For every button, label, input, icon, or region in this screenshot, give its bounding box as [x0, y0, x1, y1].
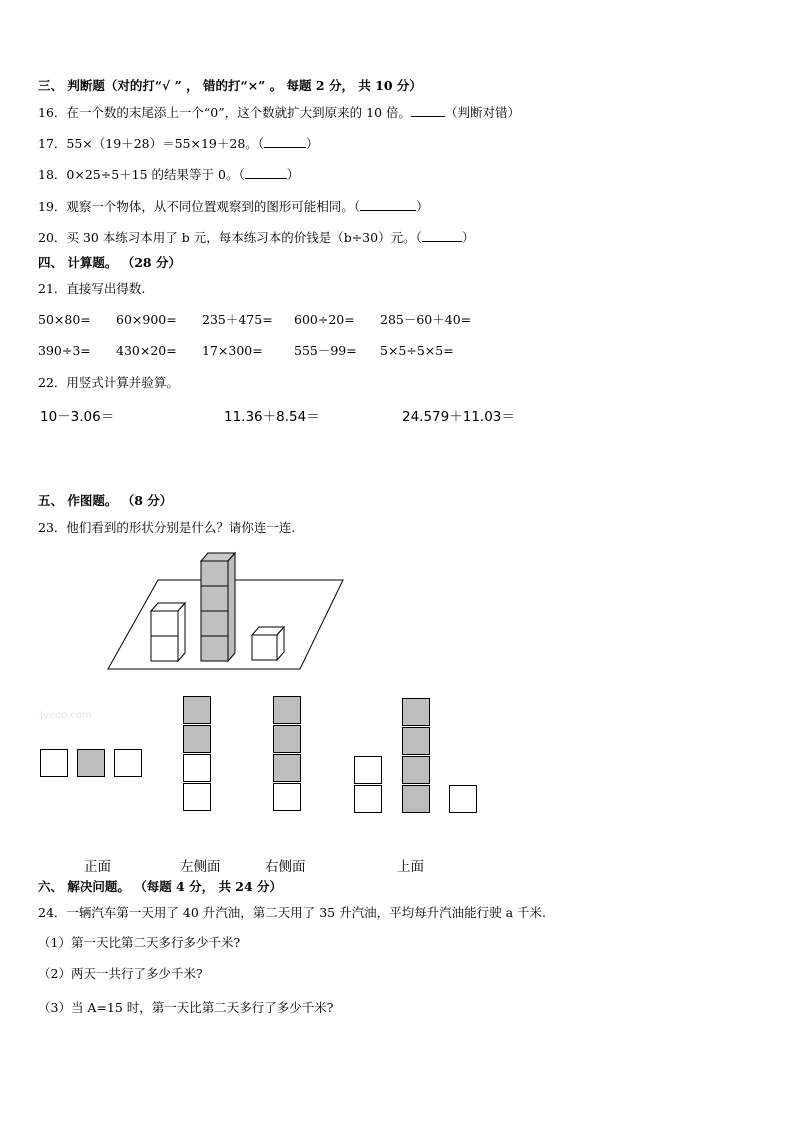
mental-math-item: 600÷20= [294, 312, 355, 327]
mental-math-item: 555－99= [294, 343, 357, 358]
question-24-part-1: （1）第一天比第二天多行多少千米? [38, 935, 241, 950]
question-19-text: 19．观察一个物体，从不同位置观察到的图形可能相同。（ [38, 199, 361, 214]
view-square-gray [273, 725, 301, 753]
mental-math-item: 60×900= [116, 312, 177, 327]
vertical-calc-2: 11.36＋8.54＝ [224, 409, 320, 425]
section5-title: 五、 作图题。 （8 分） [38, 493, 173, 508]
view-square [273, 783, 301, 811]
question-16-end: （判断对错） [445, 105, 521, 120]
view-square-gray [77, 749, 105, 777]
view-square [114, 749, 142, 777]
answer-blank-16[interactable] [411, 104, 445, 117]
paren-close: ） [416, 199, 429, 214]
paren-close: ） [286, 167, 300, 182]
question-22: 22．用竖式计算并验算。 [38, 375, 179, 390]
mental-math-item: 17×300= [202, 343, 263, 358]
view-square [449, 785, 477, 813]
mental-math-item: 285－60＋40= [380, 312, 472, 327]
view-square-gray [402, 785, 430, 813]
question-24-part-2: （2）两天一共行了多少千米? [38, 966, 203, 981]
answer-blank-17[interactable] [264, 135, 306, 148]
question-17 [38, 135, 319, 152]
view-square [40, 749, 68, 777]
label-left-side: 左侧面 [180, 859, 221, 875]
view-square-gray [273, 696, 301, 724]
view-square [183, 783, 211, 811]
view-square-gray [402, 756, 430, 784]
mental-math-item: 390÷3= [38, 343, 91, 358]
single-cube [252, 627, 284, 660]
answer-blank-20[interactable] [422, 229, 462, 242]
paren-close: ） [461, 230, 475, 245]
label-front: 正面 [84, 859, 111, 875]
mental-math-item: 5×5÷5×5= [380, 343, 454, 358]
answer-blank-18[interactable] [245, 166, 287, 179]
view-square-gray [402, 698, 430, 726]
answer-blank-19[interactable] [360, 198, 416, 211]
view-square-gray [273, 754, 301, 782]
left-stack [151, 603, 185, 661]
label-right-side: 右侧面 [265, 859, 306, 875]
view-square-gray [183, 696, 211, 724]
section6-title: 六、 解决问题。 （每题 4 分， 共 24 分） [38, 879, 283, 894]
view-square-gray [183, 725, 211, 753]
label-top: 上面 [397, 859, 424, 875]
view-square-gray [402, 727, 430, 755]
watermark: Jyeoo.com [40, 710, 92, 721]
question-18-text: 18．0×25÷5＋15 的结果等于 0。（ [38, 167, 245, 182]
question-21: 21．直接写出得数. [38, 281, 146, 296]
question-20-text: 20．买 30 本练习本用了 b 元，每本练习本的价钱是（b÷30）元。（ [38, 230, 422, 245]
vertical-calc-1: 10－3.06＝ [40, 409, 115, 425]
mental-math-item: 430×20= [116, 343, 177, 358]
question-16-text: 16．在一个数的末尾添上一个“0”，这个数就扩大到原来的 10 倍。 [38, 105, 411, 120]
view-square [354, 756, 382, 784]
vertical-calc-3: 24.579＋11.03＝ [402, 409, 515, 425]
question-16 [38, 104, 520, 121]
tall-stack [201, 553, 235, 661]
section3-title: 三、 判断题（对的打“√ ” ， 错的打“×” 。 每题 2 分， 共 10 分） [38, 78, 422, 93]
question-18 [38, 166, 299, 183]
question-24: 24．一辆汽车第一天用了 40 升汽油，第二天用了 35 升汽油，平均每升汽油能行驶 a 千米. [38, 905, 546, 920]
mental-math-item: 235＋475= [202, 312, 273, 327]
question-20 [38, 229, 474, 246]
section4-title: 四、 计算题。 （28 分） [38, 255, 181, 270]
question-17-text: 17．55×（19＋28）＝55×19＋28。（ [38, 136, 265, 151]
view-square [183, 754, 211, 782]
question-24-part-3: （3）当 A=15 时，第一天比第二天多行了多少千米? [38, 1000, 334, 1015]
question-19 [38, 198, 429, 215]
mental-math-item: 50×80= [38, 312, 91, 327]
question-23: 23．他们看到的形状分别是什么？请你连一连. [38, 520, 296, 535]
paren-close: ） [306, 136, 319, 151]
cube-scene [100, 548, 350, 674]
view-square [354, 785, 382, 813]
